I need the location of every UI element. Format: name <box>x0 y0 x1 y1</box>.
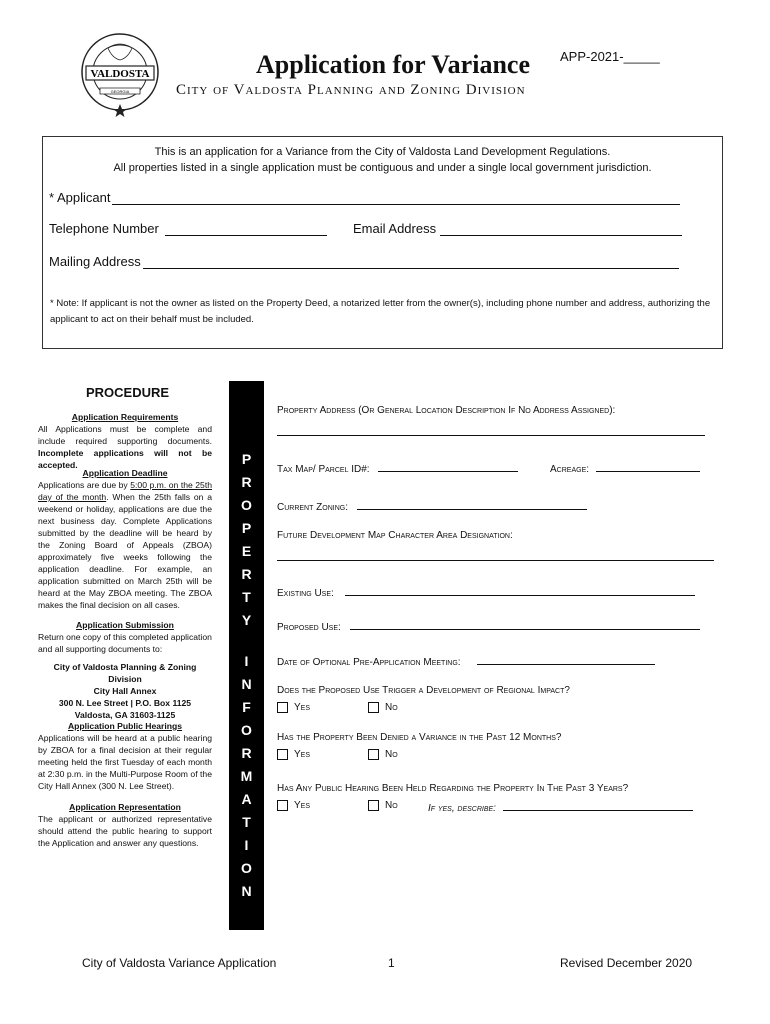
no-label: No <box>385 800 398 812</box>
denied-question: Has the Property Been Denied a Variance in the Past 12 Months? <box>277 732 562 743</box>
mailing-label: Mailing Address <box>49 254 141 269</box>
representation-heading: Application Representation <box>69 802 181 812</box>
yes-label: Yes <box>294 800 311 812</box>
deadline-block <box>38 467 212 611</box>
bar-letter: N <box>241 883 252 899</box>
dri-yes-checkbox[interactable] <box>277 702 288 713</box>
deadline-time: 5:00 p.m. on the 25th day of the month <box>38 480 213 502</box>
yes-label: Yes <box>294 702 311 714</box>
dri-question: Does the Proposed Use Trigger a Development of Regional Impact? <box>277 685 570 696</box>
mailing-address-field[interactable] <box>49 254 679 269</box>
existing-use-field[interactable] <box>277 585 695 599</box>
owner-note: * Note: If applicant is not the owner as listed on the Property Deed, a notarized letter from the owner(s), including phone number and address, authorizing the applicant to act on their behalf must be included. <box>50 298 711 325</box>
procedure-heading: PROCEDURE <box>86 385 170 400</box>
submission-heading: Application Submission <box>76 620 174 630</box>
if-yes-label: If yes, describe: <box>428 803 496 814</box>
hearing-no-option[interactable] <box>368 800 398 811</box>
deadline-text: . When the 25th falls on a weekend or holiday, applications are due the next business day. Complete Applications submitted by the deadline will be heard by the Zoning Board of Appeals (ZBOA) approximately five weeks following the application deadline. For example, an application submitted on March 25th will be heard at the May ZBOA meeting. The ZBOA makes the final decision on all cases. <box>38 492 212 610</box>
svg-text:VALDOSTA: VALDOSTA <box>90 68 150 80</box>
bar-letter: O <box>241 497 252 513</box>
hearing-yes-checkbox[interactable] <box>277 800 288 811</box>
deadline-pre: Applications are due by <box>38 480 128 490</box>
bar-letter: I <box>244 653 249 669</box>
no-label: No <box>385 749 398 761</box>
address-line-4: Valdosta, GA 31603-1125 <box>74 710 176 720</box>
denied-no-checkbox[interactable] <box>368 749 379 760</box>
applicant-label: * Applicant <box>49 190 111 205</box>
existing-use-input-line[interactable] <box>345 585 695 596</box>
current-zoning-field[interactable] <box>277 499 587 513</box>
tax-map-label: Tax Map/ Parcel ID#: <box>277 464 370 475</box>
email-field[interactable] <box>353 221 682 236</box>
denied-no-option[interactable] <box>368 749 398 760</box>
bar-letter: P <box>241 520 252 536</box>
mailing-input-line[interactable] <box>143 254 679 269</box>
city-seal-logo <box>80 30 160 120</box>
intro-line-2: All properties listed in a single application must be contiguous and under a single local government jurisdiction. <box>113 162 652 174</box>
bar-letter: I <box>244 837 249 853</box>
bar-letter: T <box>242 589 251 605</box>
address-line-2: City Hall Annex <box>93 686 157 696</box>
tax-map-input-line[interactable] <box>378 461 518 472</box>
current-zoning-label: Current Zoning: <box>277 502 348 513</box>
footer-doc-name: City of Valdosta Variance Application <box>82 956 277 970</box>
email-label: Email Address <box>353 221 437 236</box>
future-dev-line[interactable] <box>277 550 714 564</box>
pre-app-input-line[interactable] <box>477 654 655 665</box>
applicant-field[interactable] <box>49 190 680 205</box>
bar-letter: O <box>241 860 252 876</box>
address-line-1: City of Valdosta Planning & Zoning Division <box>53 662 197 684</box>
telephone-label: Telephone Number <box>49 221 159 236</box>
yes-label: Yes <box>294 749 311 761</box>
hearings-block <box>38 720 212 792</box>
dri-yes-option[interactable] <box>277 702 310 713</box>
representation-text: The applicant or authorized representative should attend the public hearing to support the Application and answer any questions. <box>38 814 212 848</box>
bar-letter: R <box>241 474 252 490</box>
acreage-label: Acreage: <box>550 464 590 475</box>
proposed-use-input-line[interactable] <box>350 619 700 630</box>
hearing-describe-field[interactable] <box>428 800 693 814</box>
bar-letter: M <box>240 768 253 784</box>
requirements-heading: Application Requirements <box>71 412 179 422</box>
existing-use-label: Existing Use: <box>277 588 334 599</box>
address-line-3: 300 N. Lee Street | P.O. Box 1125 <box>58 698 192 708</box>
telephone-input-line[interactable] <box>165 221 327 236</box>
dri-no-checkbox[interactable] <box>368 702 379 713</box>
application-number: APP-2021-_____ <box>560 49 660 64</box>
requirements-text: All Applications must be complete and include required supporting documents. <box>38 424 212 446</box>
submission-text: Return one copy of this completed application and all supporting documents to: <box>38 632 212 654</box>
hearings-text: Applications will be heard at a public hearing by ZBOA for a final decision at their regular meeting held the first Tuesday of each month at 2:30 p.m. in the Multi-Purpose Room of the City Hall Annex (300 N. Lee Street). <box>38 733 212 791</box>
bar-letter: N <box>241 676 252 692</box>
bar-letter: F <box>242 699 251 715</box>
deadline-heading: Application Deadline <box>82 468 168 478</box>
hearing-no-checkbox[interactable] <box>368 800 379 811</box>
tax-map-field[interactable] <box>277 461 518 475</box>
hearing-question: Has Any Public Hearing Been Held Regarding the Property In The Past 3 Years? <box>277 783 629 794</box>
division-subtitle: City of Valdosta Planning and Zoning Division <box>176 82 526 98</box>
footer-revised-date: Revised December 2020 <box>560 956 693 970</box>
bar-letter: R <box>241 745 252 761</box>
current-zoning-input-line[interactable] <box>357 499 587 510</box>
intro-line-1: This is an application for a Variance from the City of Valdosta Land Development Regulations. <box>154 146 611 158</box>
no-label: No <box>385 702 398 714</box>
pre-app-label: Date of Optional Pre-Application Meeting: <box>277 657 461 668</box>
telephone-field[interactable] <box>49 221 327 236</box>
future-dev-label: Future Development Map Character Area Designation: <box>277 530 513 541</box>
bar-letter: T <box>242 814 251 830</box>
bar-letter: A <box>241 791 252 807</box>
submission-block <box>38 619 212 721</box>
footer-page-number: 1 <box>388 956 395 970</box>
page-title: Application for Variance <box>256 50 530 79</box>
property-address-line[interactable] <box>277 425 705 439</box>
proposed-use-field[interactable] <box>277 619 700 633</box>
requirements-block <box>38 411 212 471</box>
bar-letter: O <box>241 722 252 738</box>
applicant-input-line[interactable] <box>112 190 680 205</box>
denied-yes-option[interactable] <box>277 749 310 760</box>
representation-block <box>38 801 212 849</box>
denied-yes-checkbox[interactable] <box>277 749 288 760</box>
email-input-line[interactable] <box>440 221 682 236</box>
bar-letter: R <box>241 566 252 582</box>
svg-text:GEORGIA: GEORGIA <box>110 89 130 94</box>
pre-app-field[interactable] <box>277 654 655 668</box>
property-information-bar <box>229 381 264 930</box>
hearing-yes-option[interactable] <box>277 800 310 811</box>
hearing-describe-input-line[interactable] <box>503 800 693 811</box>
acreage-field[interactable] <box>550 461 700 475</box>
bar-letter: E <box>241 543 252 559</box>
bar-letter: P <box>241 451 252 467</box>
property-address-label: Property Address (Or General Location Description If No Address Assigned): <box>277 405 616 416</box>
bar-letter: Y <box>241 612 252 628</box>
requirements-bold: Incomplete applications will not be accepted. <box>38 448 212 470</box>
dri-no-option[interactable] <box>368 702 398 713</box>
proposed-use-label: Proposed Use: <box>277 622 341 633</box>
acreage-input-line[interactable] <box>596 461 700 472</box>
hearings-heading: Application Public Hearings <box>67 721 183 731</box>
